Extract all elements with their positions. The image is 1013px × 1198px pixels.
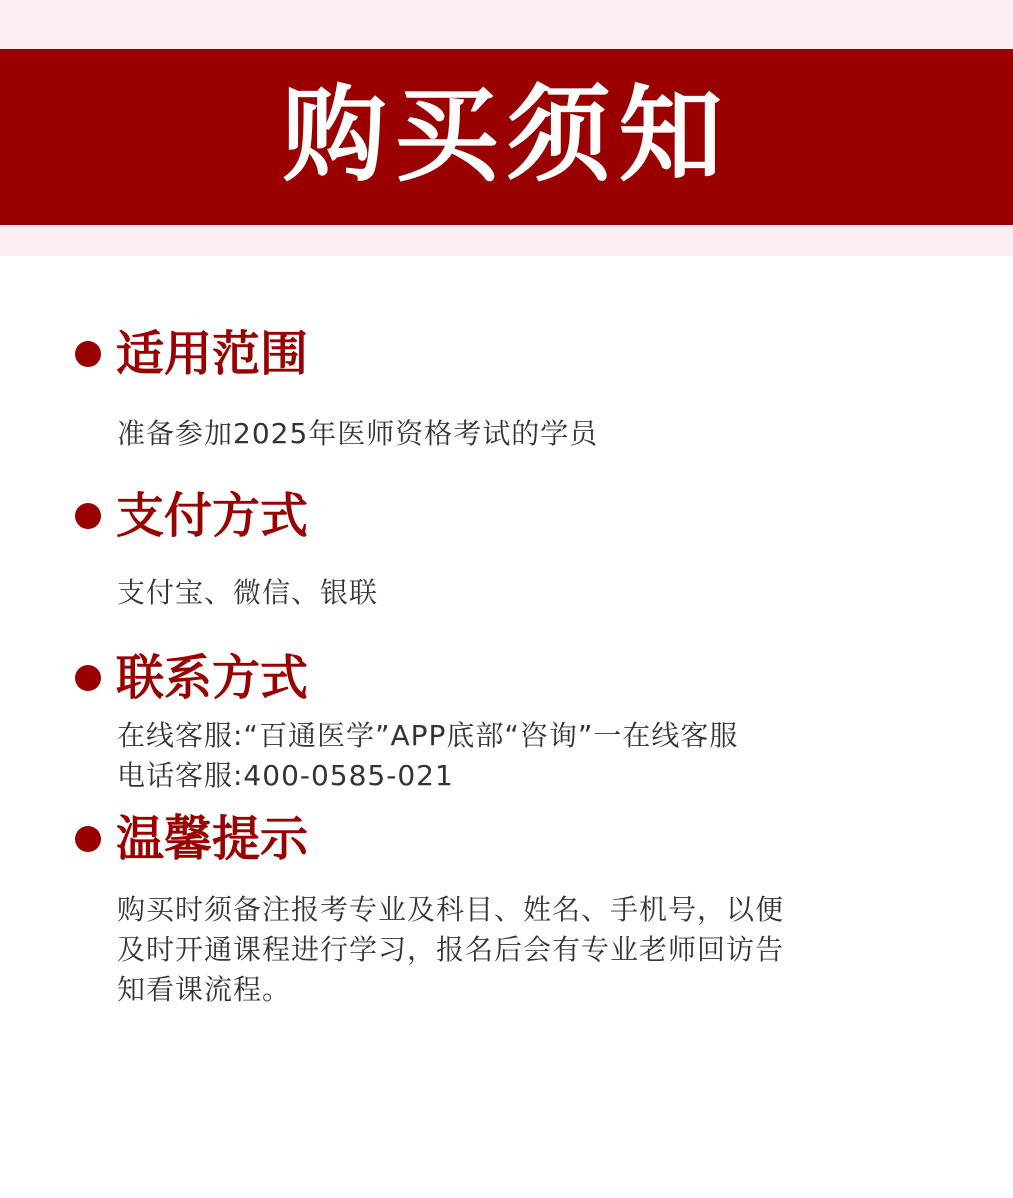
page-title: 购买须知 (282, 74, 731, 196)
bullet-dot-icon (75, 665, 101, 691)
bullet-dot-icon (75, 341, 101, 367)
bullet-dot-icon (75, 826, 101, 852)
section-body (117, 573, 907, 613)
body-line: 支付宝、微信、银联 (117, 576, 379, 609)
section-heading: 支付方式 (116, 488, 309, 544)
body-line: 电话客服:400-0585-021 (117, 759, 454, 792)
body-line: 及时开通课程进行学习，报名后会有专业老师回访告 (117, 933, 785, 966)
title-banner (0, 49, 1013, 225)
section-body (117, 716, 907, 796)
body-line: 准备参加2025年医师资格考试的学员 (117, 417, 599, 450)
section-body (117, 890, 907, 1010)
section-heading: 适用范围 (116, 326, 309, 382)
body-line: 知看课流程。 (117, 973, 292, 1006)
section-heading: 联系方式 (116, 650, 309, 706)
section-heading: 温馨提示 (116, 811, 309, 867)
body-line: 在线客服:“百通医学”APP底部“咨询”一在线客服 (117, 719, 739, 752)
bullet-dot-icon (75, 503, 101, 529)
section-body (117, 414, 907, 454)
body-line: 购买时须备注报考专业及科目、姓名、手机号，以便 (117, 893, 785, 926)
